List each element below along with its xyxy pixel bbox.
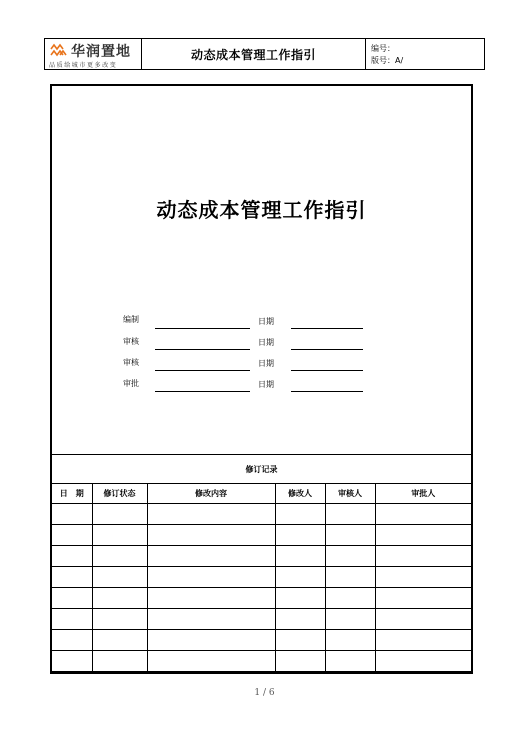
signature-role-label: 审核: [123, 358, 139, 367]
table-cell[interactable]: [375, 546, 471, 567]
table-cell[interactable]: [275, 630, 325, 651]
table-cell[interactable]: [325, 651, 375, 672]
table-row: [52, 567, 471, 588]
logo-slogan: 品质给城市更多改变: [49, 62, 118, 69]
table-cell[interactable]: [92, 588, 147, 609]
table-cell[interactable]: [147, 504, 275, 525]
table-cell[interactable]: [275, 546, 325, 567]
table-cell[interactable]: [92, 651, 147, 672]
table-row: [52, 546, 471, 567]
table-cell[interactable]: [375, 504, 471, 525]
column-header-approver: 审批人: [375, 484, 471, 504]
cover-page-frame: [50, 84, 473, 674]
table-cell[interactable]: [325, 525, 375, 546]
table-cell[interactable]: [52, 630, 92, 651]
table-cell[interactable]: [147, 546, 275, 567]
table-cell[interactable]: [275, 651, 325, 672]
signature-role-label: 审核: [123, 337, 139, 346]
revision-table-caption: 修订记录: [52, 455, 471, 484]
revision-table-caption-row: [52, 455, 471, 484]
company-logo: [45, 39, 142, 69]
signature-date-label: 日期: [258, 338, 274, 347]
logo-name: 华润置地: [71, 44, 131, 60]
signature-date-label: 日期: [258, 359, 274, 368]
table-cell[interactable]: [147, 630, 275, 651]
table-row: [52, 609, 471, 630]
table-cell[interactable]: [92, 546, 147, 567]
revision-table-header-row: [52, 484, 471, 504]
document-version-label: 版号：A/: [371, 56, 404, 65]
column-header-reviewer: 审核人: [325, 484, 375, 504]
table-cell[interactable]: [275, 609, 325, 630]
signature-role-label: 审批: [123, 379, 139, 388]
document-header: [44, 38, 485, 70]
signature-role-label: 编制: [123, 315, 139, 324]
signature-line[interactable]: [155, 370, 250, 371]
table-cell[interactable]: [375, 609, 471, 630]
document-number-label: 编号：: [371, 44, 395, 53]
table-cell[interactable]: [375, 567, 471, 588]
column-header-date: 日 期: [52, 484, 92, 504]
revision-table-body: [52, 504, 471, 672]
table-cell[interactable]: [325, 630, 375, 651]
table-cell[interactable]: [325, 609, 375, 630]
table-cell[interactable]: [52, 567, 92, 588]
table-cell[interactable]: [275, 567, 325, 588]
table-cell[interactable]: [325, 504, 375, 525]
column-header-modification-content: 修改内容: [147, 484, 275, 504]
date-line[interactable]: [291, 370, 363, 371]
table-cell[interactable]: [92, 609, 147, 630]
table-cell[interactable]: [375, 630, 471, 651]
date-line[interactable]: [291, 328, 363, 329]
table-cell[interactable]: [275, 588, 325, 609]
table-cell[interactable]: [147, 609, 275, 630]
table-cell[interactable]: [92, 504, 147, 525]
column-header-revision-status: 修订状态: [92, 484, 147, 504]
table-row: [52, 525, 471, 546]
table-cell[interactable]: [92, 630, 147, 651]
date-line[interactable]: [291, 391, 363, 392]
table-cell[interactable]: [52, 609, 92, 630]
table-row: [52, 630, 471, 651]
table-cell[interactable]: [92, 567, 147, 588]
signature-date-label: 日期: [258, 380, 274, 389]
table-row: [52, 588, 471, 609]
table-cell[interactable]: [147, 567, 275, 588]
table-row: [52, 504, 471, 525]
table-row: [52, 651, 471, 672]
table-cell[interactable]: [325, 567, 375, 588]
table-cell[interactable]: [52, 504, 92, 525]
table-cell[interactable]: [52, 588, 92, 609]
header-meta: [366, 39, 484, 69]
table-cell[interactable]: [52, 546, 92, 567]
revision-table: [52, 454, 471, 672]
table-cell[interactable]: [52, 525, 92, 546]
signature-date-label: 日期: [258, 317, 274, 326]
table-cell[interactable]: [375, 651, 471, 672]
signature-line[interactable]: [155, 349, 250, 350]
table-cell[interactable]: [147, 588, 275, 609]
table-cell[interactable]: [52, 651, 92, 672]
table-cell[interactable]: [147, 651, 275, 672]
date-line[interactable]: [291, 349, 363, 350]
signature-line[interactable]: [155, 328, 250, 329]
page-indicator: 1 / 6: [254, 688, 275, 698]
table-cell[interactable]: [92, 525, 147, 546]
table-cell[interactable]: [325, 546, 375, 567]
table-cell[interactable]: [375, 525, 471, 546]
table-cell[interactable]: [325, 588, 375, 609]
signature-line[interactable]: [155, 391, 250, 392]
table-cell[interactable]: [375, 588, 471, 609]
table-cell[interactable]: [275, 504, 325, 525]
logo-mountain-icon: [50, 42, 68, 58]
document-title: 动态成本管理工作指引: [156, 198, 367, 222]
table-cell[interactable]: [275, 525, 325, 546]
table-cell[interactable]: [147, 525, 275, 546]
column-header-modifier: 修改人: [275, 484, 325, 504]
header-title: 动态成本管理工作指引: [142, 39, 366, 69]
